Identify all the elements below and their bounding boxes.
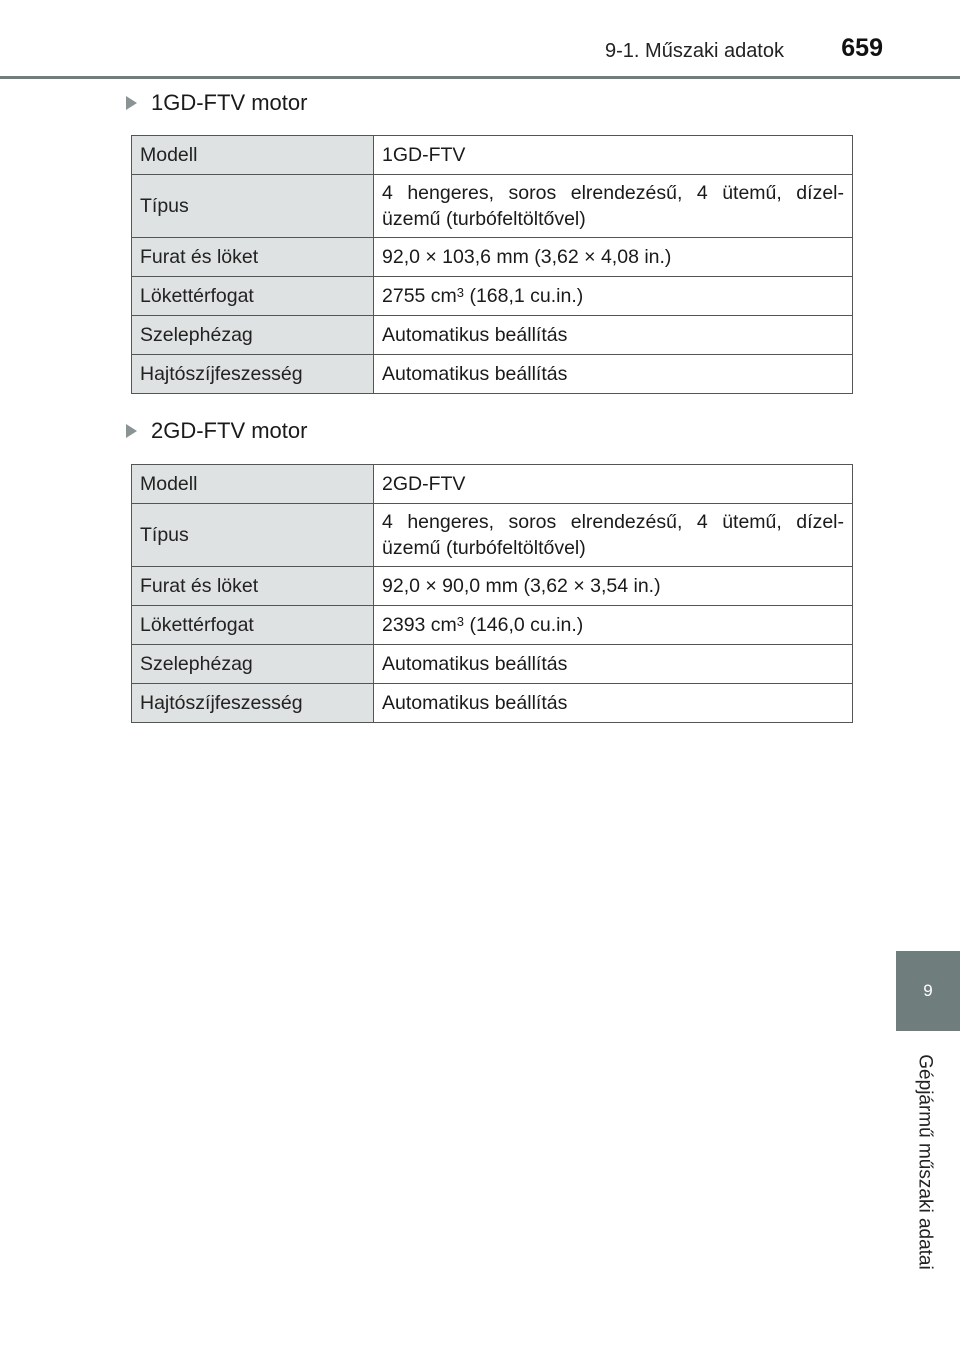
row-value: 92,0 × 103,6 mm (3,62 × 4,08 in.) xyxy=(374,238,853,277)
row-label: Lökettérfogat xyxy=(132,277,374,316)
row-value: 2GD-FTV xyxy=(374,465,853,504)
table-row xyxy=(132,136,853,175)
value-sup: 3 xyxy=(456,614,465,629)
row-label: Szelephézag xyxy=(132,645,374,684)
page-number: 659 xyxy=(841,34,883,62)
row-label: Hajtószíjfeszesség xyxy=(132,355,374,394)
triangle-bullet-icon xyxy=(126,96,137,110)
table-row xyxy=(132,645,853,684)
value-pre: 2755 cm xyxy=(382,285,457,307)
value-post: (146,0 cu.in.) xyxy=(464,614,584,636)
section-heading-1gd xyxy=(126,90,307,116)
row-value: Automatikus beállítás xyxy=(374,316,853,355)
value-sup: 3 xyxy=(456,285,465,300)
section-heading-2gd xyxy=(126,418,307,444)
table-row xyxy=(132,316,853,355)
value-pre: 2393 cm xyxy=(382,614,457,636)
row-label: Típus xyxy=(132,175,374,238)
row-label: Modell xyxy=(132,136,374,175)
table-row xyxy=(132,355,853,394)
row-label: Lökettérfogat xyxy=(132,606,374,645)
spec-table-1gd xyxy=(131,135,853,394)
row-value: Automatikus beállítás xyxy=(374,645,853,684)
section-heading-text: 1GD-FTV motor xyxy=(151,90,308,115)
row-value: 4 hengeres, soros elrendezésű, 4 ütemű, dízel-üzemű (turbófeltöltővel) xyxy=(374,504,853,567)
spec-table-2gd xyxy=(131,464,853,723)
row-label: Furat és löket xyxy=(132,567,374,606)
section-heading-text: 2GD-FTV motor xyxy=(151,418,308,443)
row-value: 1GD-FTV xyxy=(374,136,853,175)
row-label: Furat és löket xyxy=(132,238,374,277)
table-row xyxy=(132,606,853,645)
header-section-title: 9-1. Műszaki adatok xyxy=(605,40,784,62)
row-label: Típus xyxy=(132,504,374,567)
table-row xyxy=(132,504,853,567)
table-row xyxy=(132,465,853,504)
chapter-number: 9 xyxy=(923,981,933,1000)
table-row xyxy=(132,238,853,277)
table-row xyxy=(132,684,853,723)
row-value: 4 hengeres, soros elrendezésű, 4 ütemű, dízel-üzemű (turbófeltöltővel) xyxy=(374,175,853,238)
row-value xyxy=(374,277,853,316)
row-label: Hajtószíjfeszesség xyxy=(132,684,374,723)
header-rule xyxy=(0,76,960,79)
triangle-bullet-icon xyxy=(126,424,137,438)
table-row xyxy=(132,175,853,238)
row-label: Szelephézag xyxy=(132,316,374,355)
row-value: Automatikus beállítás xyxy=(374,684,853,723)
row-value: Automatikus beállítás xyxy=(374,355,853,394)
chapter-title: Gépjármű műszaki adatai xyxy=(915,1054,936,1270)
chapter-tab xyxy=(896,951,960,1031)
row-value xyxy=(374,606,853,645)
value-post: (168,1 cu.in.) xyxy=(464,285,584,307)
row-label: Modell xyxy=(132,465,374,504)
row-value: 92,0 × 90,0 mm (3,62 × 3,54 in.) xyxy=(374,567,853,606)
chapter-title-vertical xyxy=(897,1042,953,1282)
table-row xyxy=(132,567,853,606)
table-row xyxy=(132,277,853,316)
